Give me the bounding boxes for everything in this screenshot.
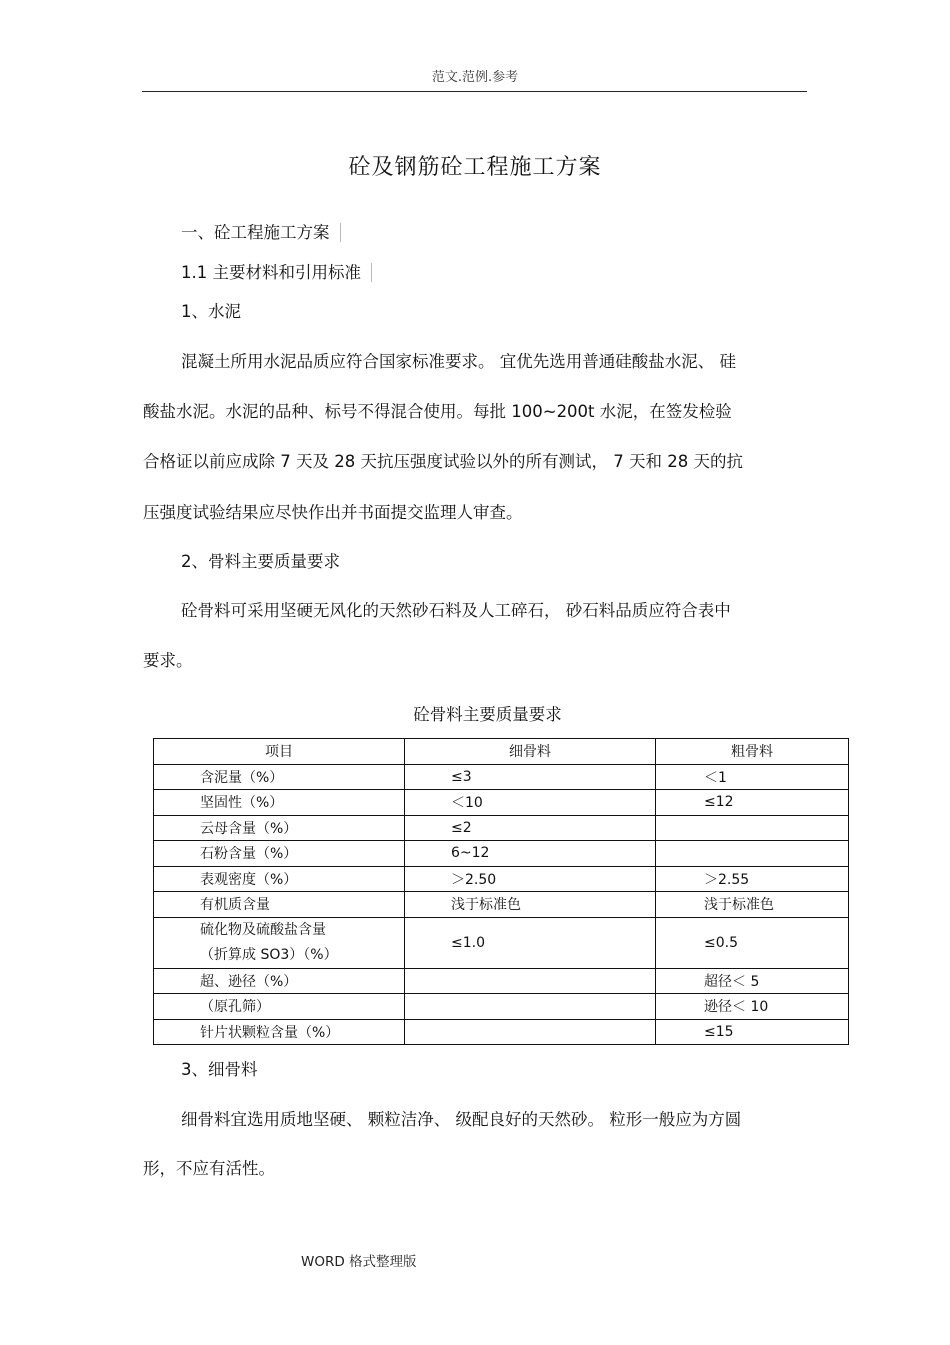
header-fine-aggregate: 细骨料 (405, 739, 656, 765)
table-caption: 砼骨料主要质量要求 (413, 705, 562, 724)
cell-fine: 浅于标准色 (405, 892, 656, 918)
table-row (154, 892, 849, 918)
cell-item: 坚固性（%） (154, 790, 405, 816)
header-item: 项目 (154, 739, 405, 765)
cell-item: （原孔筛） (154, 994, 405, 1020)
cell-item: 针片状颗粒含量（%） (154, 1019, 405, 1045)
header-rule (142, 91, 807, 92)
cell-fine (405, 1019, 656, 1045)
table-row (154, 815, 849, 841)
paragraph-aggregate-line-2: 要求。 (143, 651, 193, 670)
aggregate-quality-table (153, 738, 849, 1045)
cell-fine: ＞2.50 (405, 866, 656, 892)
cell-coarse (656, 815, 849, 841)
section-heading-1 (181, 222, 341, 244)
table-row (154, 968, 849, 994)
cell-item: 有机质含量 (154, 892, 405, 918)
table-row (154, 866, 849, 892)
section-heading-1-text: 一、砼工程施工方案 (181, 223, 341, 242)
item-heading-aggregate: 2、骨料主要质量要求 (181, 552, 340, 571)
paragraph-cement-line-2: 酸盐水泥。水泥的品种、标号不得混合使用。每批 100~200t 水泥，在签发检验 (143, 402, 732, 421)
cell-item: 超、逊径（%） (154, 968, 405, 994)
paragraph-fine-aggregate-line-1: 细骨料宜选用质地坚硬、 颗粒洁净、 级配良好的天然砂。 粒形一般应为方圆 (181, 1110, 742, 1129)
cell-fine: 6~12 (405, 841, 656, 867)
cell-item: 云母含量（%） (154, 815, 405, 841)
cell-item-line-2: （折算成 SO3）（%） (200, 946, 338, 963)
subsection-heading-1-1-text: 1.1 主要材料和引用标准 (181, 263, 372, 282)
cell-fine (405, 994, 656, 1020)
item-heading-cement: 1、水泥 (181, 302, 241, 321)
cell-fine: ≤1.0 (405, 917, 656, 968)
cell-fine (405, 968, 656, 994)
cell-fine: ≤2 (405, 815, 656, 841)
table-header-row (154, 739, 849, 765)
cell-coarse: ＞2.55 (656, 866, 849, 892)
cell-coarse (656, 841, 849, 867)
cell-fine: ≤3 (405, 764, 656, 790)
cell-item: 表观密度（%） (154, 866, 405, 892)
table-row (154, 841, 849, 867)
table-row (154, 1019, 849, 1045)
paragraph-cement-line-4: 压强度试验结果应尽快作出并书面提交监理人审查。 (143, 503, 523, 522)
cell-coarse: ＜1 (656, 764, 849, 790)
cell-item (154, 917, 405, 968)
table-row (154, 790, 849, 816)
cell-coarse: 浅于标准色 (656, 892, 849, 918)
page-footer: WORD 格式整理版 (301, 1254, 417, 1270)
table-row (154, 764, 849, 790)
document-title: 砼及钢筋砼工程施工方案 (348, 155, 602, 180)
cell-coarse: ≤15 (656, 1019, 849, 1045)
paragraph-fine-aggregate-line-2: 形，不应有活性。 (143, 1159, 275, 1178)
subsection-heading-1-1 (181, 262, 372, 284)
table-row (154, 994, 849, 1020)
paragraph-aggregate-line-1: 砼骨料可采用坚硬无风化的天然砂石料及人工碎石， 砂石料品质应符合表中 (181, 601, 731, 620)
cell-coarse: 逊径＜ 10 (656, 994, 849, 1020)
cell-item: 石粉含量（%） (154, 841, 405, 867)
cell-item: 含泥量（%） (154, 764, 405, 790)
cell-item-line-1: 硫化物及硫酸盐含量 (200, 921, 326, 938)
cell-coarse: ≤0.5 (656, 917, 849, 968)
cell-coarse: 超径＜ 5 (656, 968, 849, 994)
paragraph-cement-line-1: 混凝土所用水泥品质应符合国家标准要求。 宜优先选用普通硅酸盐水泥、 硅 (181, 352, 736, 371)
cell-coarse: ≤12 (656, 790, 849, 816)
page-header: 范文.范例.参考 (431, 70, 519, 85)
table-row (154, 917, 849, 968)
item-heading-fine-aggregate: 3、细骨料 (181, 1060, 258, 1079)
header-coarse-aggregate: 粗骨料 (656, 739, 849, 765)
paragraph-cement-line-3: 合格证以前应成除 7 天及 28 天抗压强度试验以外的所有测试， 7 天和 28 天的抗 (143, 452, 743, 471)
cell-fine: ＜10 (405, 790, 656, 816)
